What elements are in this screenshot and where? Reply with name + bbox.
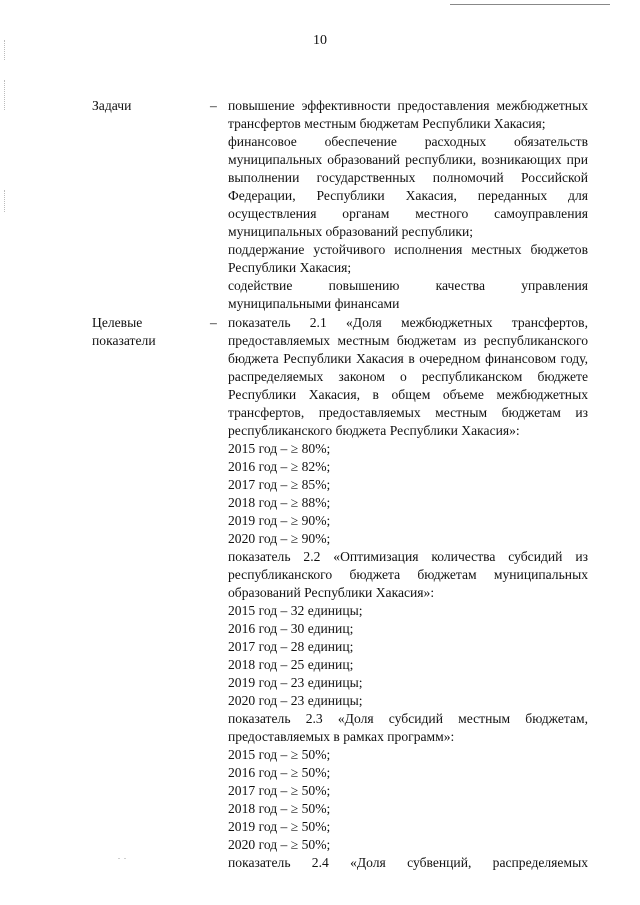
targets-label-line: Целевые bbox=[92, 315, 143, 330]
year-value-line: 2017 год – ≥ 85%; bbox=[228, 477, 331, 492]
year-value-line: 2018 год – ≥ 88%; bbox=[228, 495, 331, 510]
year-value-line: 2015 год – ≥ 80%; bbox=[228, 441, 331, 456]
text-line: осуществления органам местного самоуправления bbox=[228, 206, 588, 221]
text-line: показатель 2.2 «Оптимизация количества субсидий из bbox=[228, 549, 588, 564]
year-value-line: 2018 год – ≥ 50%; bbox=[228, 801, 331, 816]
text-line: трансфертов местным бюджетам Республики Хакасия; bbox=[228, 116, 546, 131]
year-value-line: 2019 год – ≥ 50%; bbox=[228, 819, 331, 834]
text-line: бюджета Республики Хакасия в очередном финансовом году, bbox=[228, 351, 588, 366]
margin-speckle bbox=[118, 858, 120, 859]
targets-text bbox=[228, 314, 588, 872]
margin-speckle bbox=[124, 858, 126, 859]
year-value-line: 2016 год – 30 единиц; bbox=[228, 621, 354, 636]
year-value-line: 2019 год – 23 единицы; bbox=[228, 675, 363, 690]
text-line: Республики Хакасия; bbox=[228, 260, 352, 275]
text-line: финансовое обеспечение расходных обязательств bbox=[228, 134, 588, 149]
targets-dash: – bbox=[210, 315, 217, 330]
year-value-line: 2020 год – ≥ 50%; bbox=[228, 837, 331, 852]
year-value-line: 2015 год – ≥ 50%; bbox=[228, 747, 331, 762]
header-rule bbox=[450, 4, 610, 5]
targets-label-line: показатели bbox=[92, 333, 156, 348]
year-value-line: 2017 год – 28 единиц; bbox=[228, 639, 354, 654]
year-value-line: 2018 год – 25 единиц; bbox=[228, 657, 354, 672]
targets-label bbox=[92, 314, 156, 350]
tasks-text bbox=[228, 97, 588, 313]
year-value-line: 2016 год – ≥ 50%; bbox=[228, 765, 331, 780]
text-line: повышение эффективности предоставления межбюджетных bbox=[228, 98, 588, 113]
year-value-line: 2020 год – 23 единицы; bbox=[228, 693, 363, 708]
margin-speckle bbox=[4, 190, 7, 212]
text-line: муниципальных образований республики, возникающих при bbox=[228, 152, 588, 167]
year-value-line: 2015 год – 32 единицы; bbox=[228, 603, 363, 618]
year-value-line: 2019 год – ≥ 90%; bbox=[228, 513, 331, 528]
margin-speckle bbox=[4, 80, 7, 110]
tasks-label: Задачи bbox=[92, 98, 132, 113]
text-line: распределяемых законом о республиканском бюджете bbox=[228, 369, 588, 384]
text-line: показатель 2.4 «Доля субвенций, распределяемых bbox=[228, 855, 588, 870]
text-line: республиканского бюджета бюджетам муниципальных bbox=[228, 567, 588, 582]
text-line: муниципальными финансами bbox=[228, 296, 400, 311]
text-line: муниципальных образований республики; bbox=[228, 224, 474, 239]
text-line: показатель 2.1 «Доля межбюджетных трансфертов, bbox=[228, 315, 588, 330]
text-line: образований Республики Хакасия»: bbox=[228, 585, 435, 600]
year-value-line: 2017 год – ≥ 50%; bbox=[228, 783, 331, 798]
text-line: трансфертов, предоставляемых местным бюджетам из bbox=[228, 405, 588, 420]
text-line: содействие повышению качества управления bbox=[228, 278, 588, 293]
page-number: 10 bbox=[313, 33, 327, 48]
tasks-dash: – bbox=[210, 98, 217, 113]
year-value-line: 2020 год – ≥ 90%; bbox=[228, 531, 331, 546]
text-line: предоставляемых местным бюджетам из республиканского bbox=[228, 333, 588, 348]
text-line: поддержание устойчивого исполнения местных бюджетов bbox=[228, 242, 588, 257]
text-line: Федерации, Республики Хакасия, переданных для bbox=[228, 188, 588, 203]
text-line: показатель 2.3 «Доля субсидий местным бюджетам, bbox=[228, 711, 588, 726]
year-value-line: 2016 год – ≥ 82%; bbox=[228, 459, 331, 474]
text-line: республиканского бюджета Республики Хакасия»: bbox=[228, 423, 520, 438]
text-line: предоставляемых в рамках программ»: bbox=[228, 729, 455, 744]
text-line: Республики Хакасия, в общем объеме межбюджетных bbox=[228, 387, 588, 402]
text-line: выполнении государственных полномочий Российской bbox=[228, 170, 588, 185]
